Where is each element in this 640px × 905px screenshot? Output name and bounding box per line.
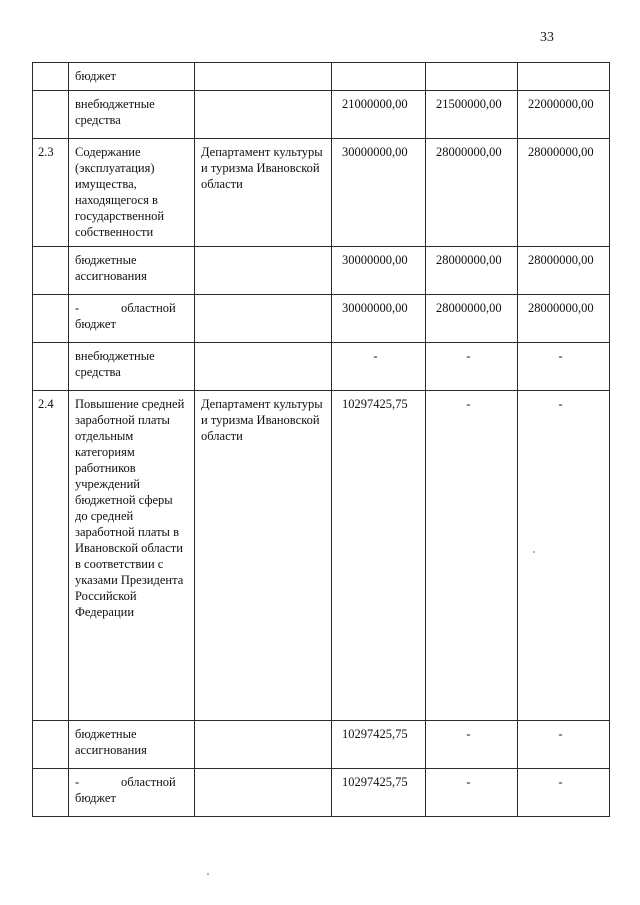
row-name: внебюджетные средства <box>69 343 195 391</box>
row-name: бюджетные ассигнования <box>69 721 195 769</box>
row-department <box>195 769 332 817</box>
table-row <box>33 139 610 247</box>
row-number <box>33 721 69 769</box>
row-name-text: - областной бюджет <box>75 775 176 805</box>
row-number <box>33 295 69 343</box>
row-name: внебюджетные средства <box>69 91 195 139</box>
row-department <box>195 247 332 295</box>
row-name-text: - областной бюджет <box>75 301 176 331</box>
page-number: 33 <box>540 30 554 45</box>
row-value-2 <box>426 63 518 91</box>
row-value-2: 28000000,00 <box>426 247 518 295</box>
row-value-2: 21500000,00 <box>426 91 518 139</box>
row-value-3: 28000000,00 <box>518 139 610 247</box>
row-value-2: - <box>426 343 518 391</box>
row-value-2: - <box>426 721 518 769</box>
row-value-1: 30000000,00 <box>332 139 426 247</box>
table-row <box>33 343 610 391</box>
row-value-3: 22000000,00 <box>518 91 610 139</box>
row-department <box>195 295 332 343</box>
scan-speck <box>207 873 209 875</box>
row-value-1: 21000000,00 <box>332 91 426 139</box>
scan-speck <box>533 551 535 553</box>
row-value-3: 28000000,00 <box>518 295 610 343</box>
row-department: Департамент культуры и туризма Ивановской области <box>195 139 332 247</box>
table-row <box>33 91 610 139</box>
row-department: Департамент культуры и туризма Ивановской области <box>195 391 332 721</box>
row-department <box>195 721 332 769</box>
table-row <box>33 391 610 721</box>
row-value-1 <box>332 63 426 91</box>
row-value-3: 28000000,00 <box>518 247 610 295</box>
row-name <box>69 769 195 817</box>
row-number <box>33 343 69 391</box>
row-value-2: - <box>426 769 518 817</box>
row-number <box>33 247 69 295</box>
budget-table <box>32 62 610 817</box>
row-value-3: - <box>518 721 610 769</box>
row-department <box>195 63 332 91</box>
row-name: Повышение средней заработной платы отдельным категориям работников учреждений бюджетной сферы до средней заработной платы в Ивановской области в соответствии с указами Президента Российской Федерации <box>69 391 195 721</box>
row-department <box>195 91 332 139</box>
row-value-3: - <box>518 343 610 391</box>
table-row <box>33 247 610 295</box>
row-value-2: - <box>426 391 518 721</box>
row-value-1: 10297425,75 <box>332 721 426 769</box>
table-row <box>33 63 610 91</box>
row-name: Содержание (эксплуатация) имущества, находящегося в государственной собственности <box>69 139 195 247</box>
row-value-2: 28000000,00 <box>426 139 518 247</box>
row-department <box>195 343 332 391</box>
table-row <box>33 769 610 817</box>
row-name: бюджетные ассигнования <box>69 247 195 295</box>
row-value-3: - <box>518 769 610 817</box>
row-value-1: 10297425,75 <box>332 391 426 721</box>
row-value-3 <box>518 63 610 91</box>
row-number <box>33 63 69 91</box>
row-number <box>33 91 69 139</box>
row-number: 2.3 <box>33 139 69 247</box>
row-value-1: 30000000,00 <box>332 295 426 343</box>
row-value-1: - <box>332 343 426 391</box>
row-value-1: 10297425,75 <box>332 769 426 817</box>
table-row <box>33 295 610 343</box>
row-value-1: 30000000,00 <box>332 247 426 295</box>
row-number: 2.4 <box>33 391 69 721</box>
row-value-3: - <box>518 391 610 721</box>
row-number <box>33 769 69 817</box>
row-value-2: 28000000,00 <box>426 295 518 343</box>
row-name: бюджет <box>69 63 195 91</box>
table-row <box>33 721 610 769</box>
row-name <box>69 295 195 343</box>
